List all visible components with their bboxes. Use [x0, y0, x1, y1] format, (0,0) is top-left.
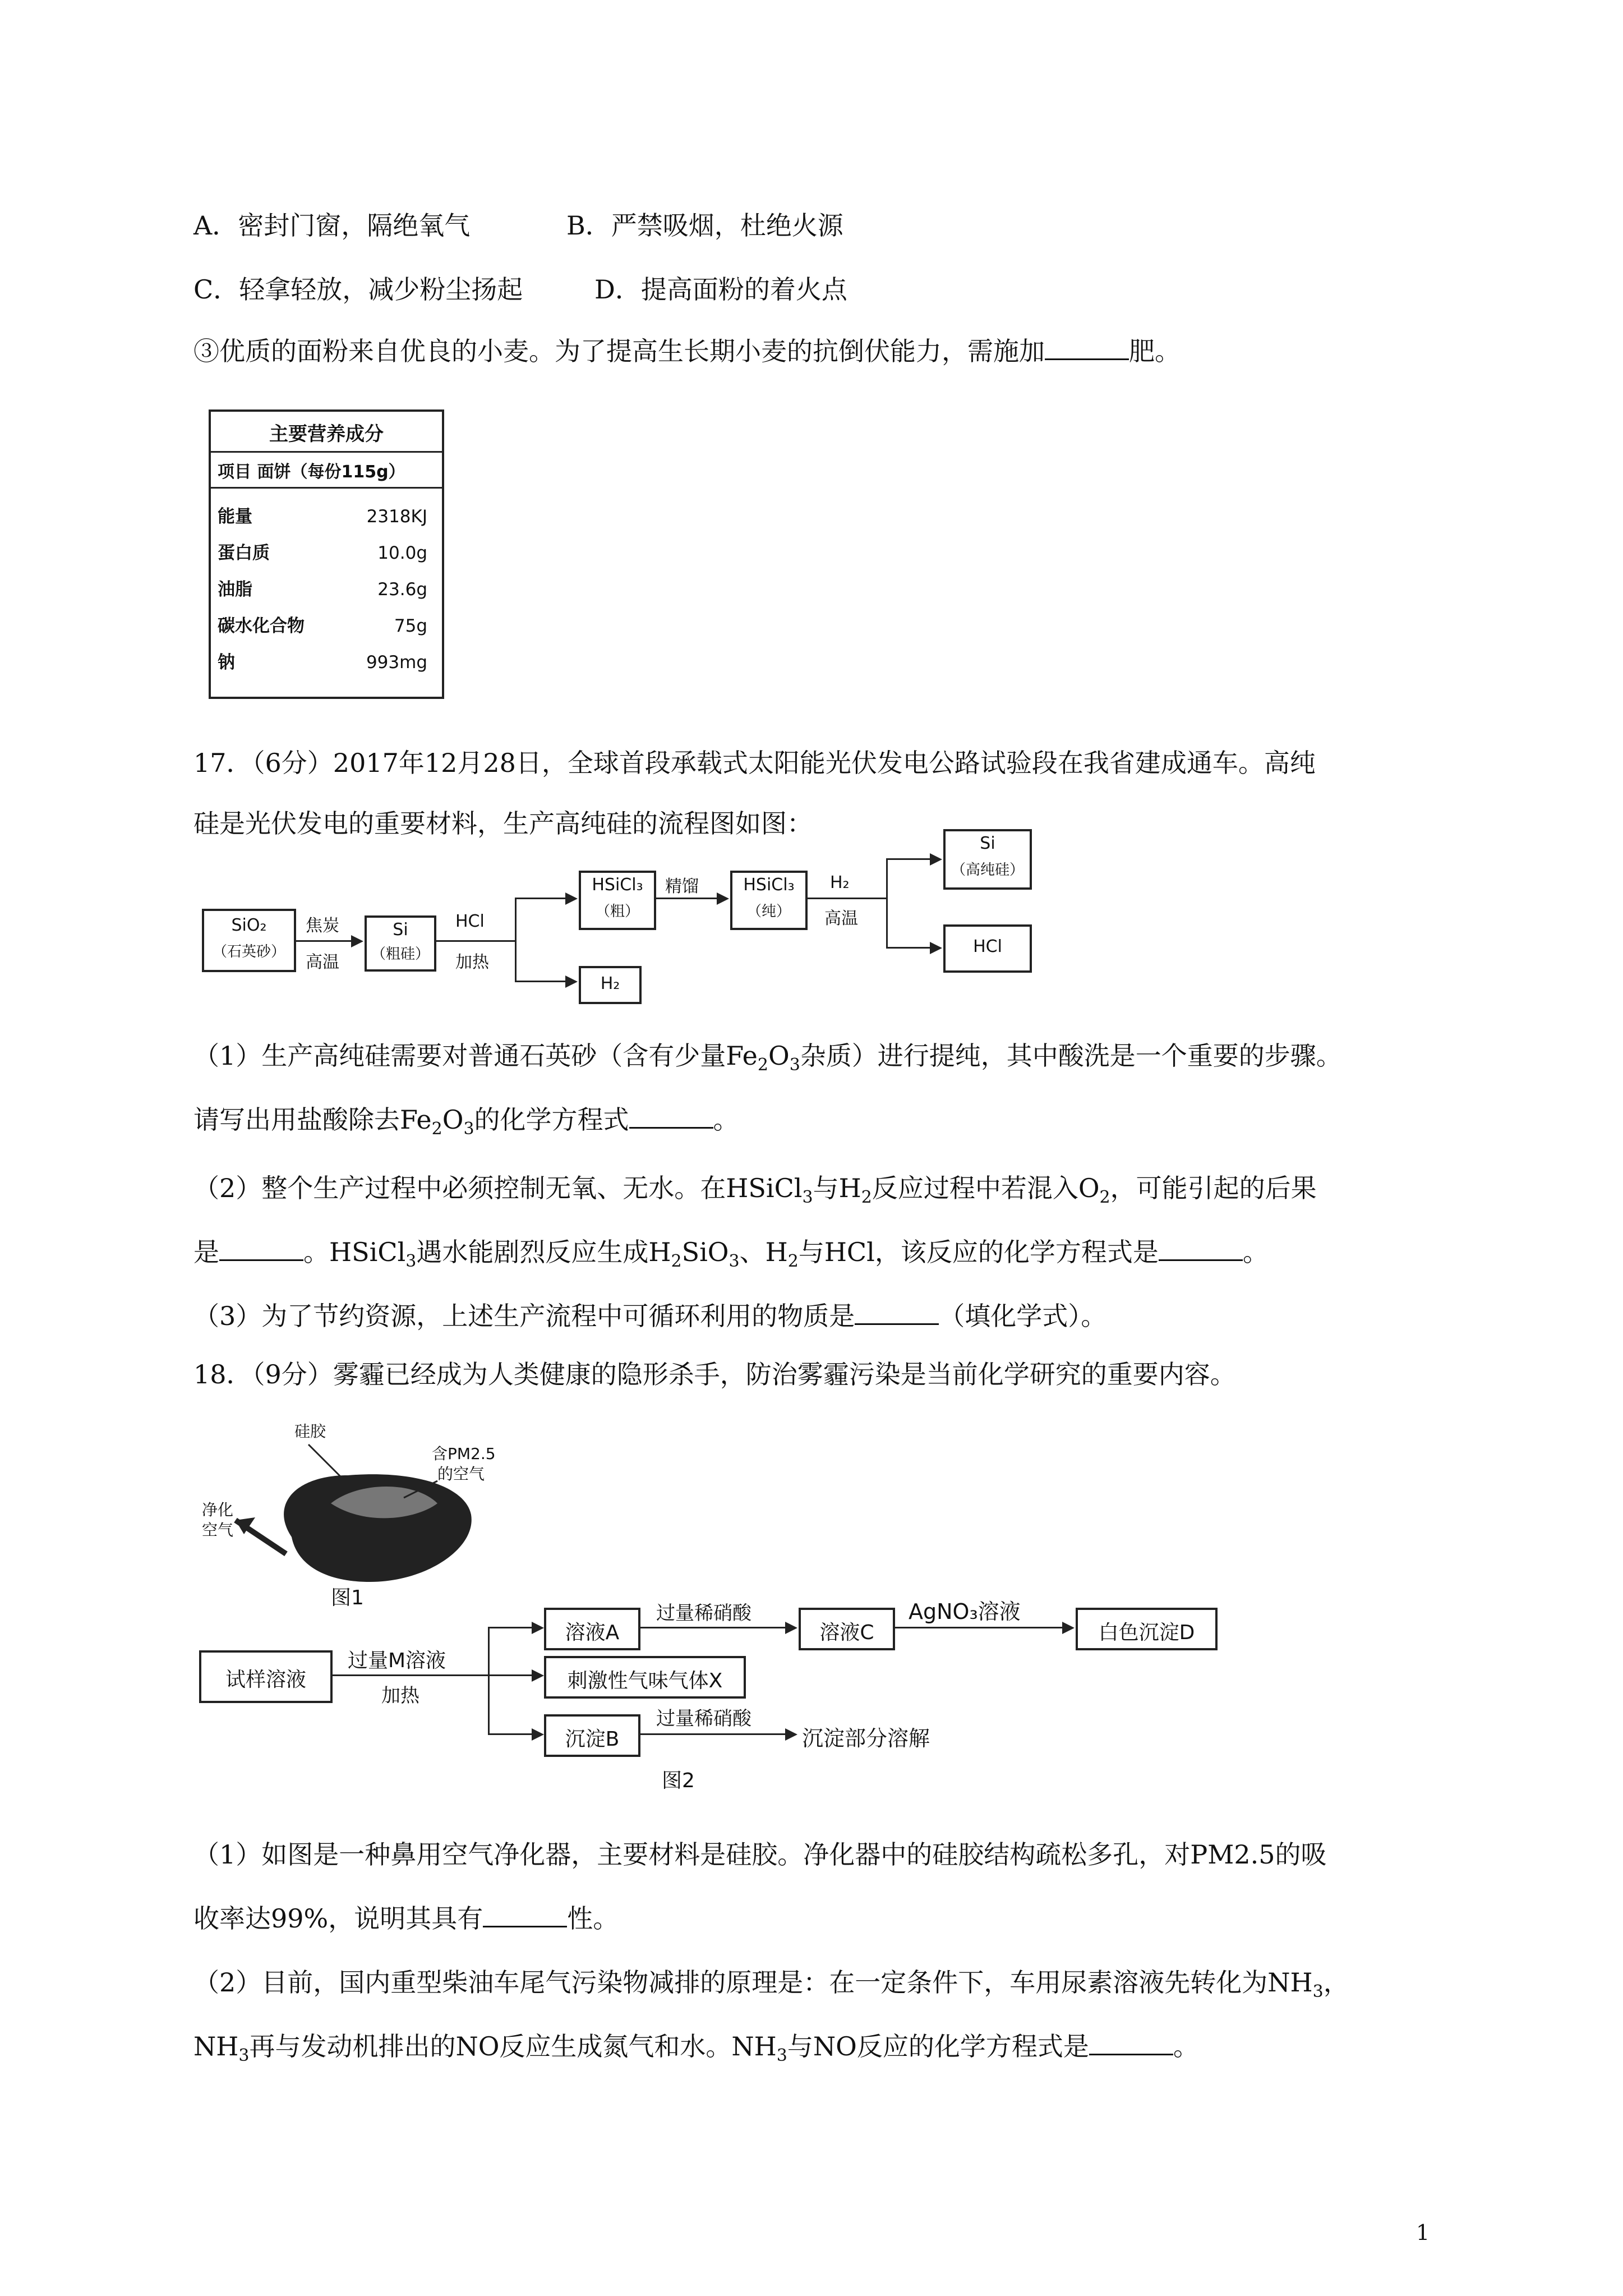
text: 遇水能剧烈反应生成H	[416, 1237, 671, 1267]
box-si-pure-label: Si	[980, 834, 995, 853]
box-hcl-label: HCl	[973, 937, 1002, 956]
box-hsicl3-pure-sub: （纯）	[746, 903, 791, 920]
fig1-label-clean: 净化	[202, 1501, 234, 1519]
answer-blank[interactable]	[855, 1300, 939, 1325]
page-number: 1	[1416, 2220, 1430, 2245]
nose-filter-image	[202, 1414, 594, 1599]
q17-part2-line1	[193, 1171, 1317, 1214]
text: 与NO反应的化学方程式是	[787, 2031, 1089, 2062]
answer-blank[interactable]	[1159, 1236, 1243, 1261]
q17-part1-line1	[193, 1039, 1342, 1082]
box-precipitate-b-label: 沉淀B	[565, 1728, 620, 1751]
text: 与H	[813, 1173, 861, 1203]
box-solution-a-label: 溶液A	[565, 1621, 620, 1644]
subscript: 3	[776, 2046, 787, 2065]
q17-part2-line2	[193, 1235, 1269, 1278]
arrow4-bottom-label: 高温	[824, 909, 858, 928]
question-16-3	[193, 334, 1181, 368]
q16-3-text: ③优质的面粉来自优良的小麦。为了提高生长期小麦的抗倒伏能力，需施加	[193, 336, 1045, 366]
q18-part2-line2	[193, 2030, 1199, 2073]
subscript: 3	[789, 1055, 800, 1075]
fig1-caption: 图1	[331, 1586, 364, 1609]
nutrition-row-value: 75g	[394, 616, 427, 636]
box-precipitate-b	[544, 1714, 640, 1757]
nutrition-row-name: 钠	[218, 652, 235, 673]
box-white-precipitate-d	[1076, 1608, 1218, 1650]
text: O	[442, 1105, 464, 1135]
flow2-arrow-bottom: 加热	[381, 1685, 419, 1707]
answer-blank[interactable]	[483, 1902, 567, 1927]
flow2-arrow-c-top: AgNO₃溶液	[909, 1599, 1021, 1624]
nutrition-row-value: 23.6g	[377, 579, 427, 600]
box-hcl	[943, 924, 1032, 973]
subscript: 3	[1312, 1982, 1324, 2001]
arrow3-top-label: 精馏	[665, 877, 699, 896]
box-sample-label: 试样溶液	[225, 1668, 306, 1691]
box-sio2	[202, 909, 296, 972]
text: 。	[1242, 1237, 1269, 1267]
answer-blank[interactable]	[1089, 2030, 1173, 2055]
box-gas-x	[544, 1656, 746, 1699]
text: （3）为了节约资源，上述生产流程中可循环利用的物质是	[193, 1301, 855, 1331]
q17-line2: 硅是光伏发电的重要材料，生产高纯硅的流程图如图：	[193, 808, 813, 839]
text: SiO	[681, 1237, 729, 1267]
fig1-label-pm2: 的空气	[437, 1465, 485, 1483]
nutrition-table	[209, 409, 444, 699]
text: （填化学式）。	[939, 1301, 1107, 1331]
option-a: A．密封门窗，隔绝氧气	[193, 210, 471, 241]
box-sio2-sub: （石英砂）	[212, 944, 285, 960]
flow2-arrow-a-top: 过量稀硝酸	[656, 1602, 751, 1625]
text: 再与发动机排出的NO反应生成氮气和水。NH	[249, 2031, 777, 2062]
q17-part1-line2	[193, 1103, 739, 1146]
box-h2-label: H₂	[600, 974, 620, 993]
nutrition-row-value: 993mg	[366, 652, 427, 673]
text: 的化学方程式	[474, 1105, 629, 1135]
fig1-label-pm: 含PM2.5	[432, 1444, 496, 1463]
nutrition-title: 主要营养成分	[269, 423, 384, 445]
text: 收率达99%，说明其具有	[193, 1903, 483, 1934]
text: ，	[1323, 1967, 1349, 1998]
box-hsicl3-pure-label: HSiCl₃	[743, 875, 795, 895]
text: （2）整个生产过程中必须控制无氧、无水。在HSiCl	[193, 1173, 803, 1203]
subscript: 2	[671, 1251, 682, 1271]
flow2-arrow-b-top: 过量稀硝酸	[656, 1708, 751, 1730]
answer-blank[interactable]	[1045, 335, 1129, 360]
box-hsicl3-crude	[579, 871, 656, 930]
flow2-dissolve-label: 沉淀部分溶解	[802, 1726, 930, 1751]
nutrition-row-name: 碳水化合物	[218, 616, 305, 636]
subscript: 3	[238, 2046, 250, 2065]
subscript: 2	[757, 1055, 768, 1075]
option-b: B．严禁吸烟，杜绝火源	[566, 210, 843, 241]
nutrition-row-name: 油脂	[218, 579, 252, 600]
arrow2-top-label: HCl	[455, 912, 485, 931]
fig2-caption: 图2	[662, 1769, 695, 1792]
fig1-label-clean2: 空气	[202, 1521, 234, 1539]
nutrition-row-name: 能量	[218, 507, 252, 527]
box-si-crude	[365, 915, 436, 972]
text: 请写出用盐酸除去Fe	[193, 1105, 432, 1135]
answer-blank[interactable]	[629, 1103, 713, 1129]
arrow1-top-label: 焦炭	[306, 916, 339, 936]
box-sample	[199, 1650, 333, 1703]
subscript: 2	[861, 1188, 872, 1207]
q18-part1-line2	[193, 1902, 619, 1935]
text: 。HSiCl	[303, 1237, 406, 1267]
option-d: D．提高面粉的着火点	[594, 274, 847, 305]
box-si-pure-sub: （高纯硅）	[951, 862, 1024, 878]
subscript: 3	[802, 1188, 813, 1207]
box-hsicl3-pure	[730, 871, 808, 930]
figure-1	[202, 1414, 594, 1638]
text: 杂质）进行提纯，其中酸洗是一个重要的步骤。	[800, 1041, 1342, 1071]
text: 。	[713, 1105, 739, 1135]
text: 反应过程中若混入O	[872, 1173, 1100, 1203]
box-white-precipitate-d-label: 白色沉淀D	[1098, 1621, 1195, 1644]
q18-part2-line1	[193, 1966, 1349, 2009]
box-si-label: Si	[393, 920, 408, 940]
text: ，可能引起的后果	[1110, 1173, 1317, 1203]
subscript: 2	[787, 1251, 799, 1271]
text: O	[768, 1041, 790, 1071]
box-h2	[579, 966, 642, 1004]
subscript: 2	[1099, 1188, 1110, 1207]
text: 性。	[567, 1903, 619, 1934]
box-si-pure	[943, 829, 1032, 890]
arrow4-top-label: H₂	[830, 873, 850, 892]
box-hsicl3-crude-label: HSiCl₃	[592, 875, 643, 895]
nutrition-row-value: 2318KJ	[366, 507, 427, 527]
text: 、H	[739, 1237, 788, 1267]
box-gas-x-label: 刺激性气味气体X	[567, 1669, 723, 1692]
arrow2-bottom-label: 加热	[455, 953, 489, 972]
subscript: 3	[728, 1251, 740, 1271]
box-sio2-label: SiO₂	[231, 915, 267, 935]
q16-3-suffix: 肥。	[1129, 336, 1181, 366]
subscript: 2	[431, 1119, 442, 1139]
text: 是	[193, 1237, 219, 1267]
text: NH	[193, 2031, 239, 2062]
flow2-arrow-top: 过量M溶液	[348, 1649, 446, 1672]
answer-blank[interactable]	[219, 1236, 303, 1261]
nutrition-row-name: 蛋白质	[218, 543, 270, 563]
arrow1-bottom-label: 高温	[306, 953, 339, 972]
text: （1）生产高纯硅需要对普通石英砂（含有少量Fe	[193, 1041, 758, 1071]
text: （2）目前，国内重型柴油车尾气污染物减排的原理是：在一定条件下，车用尿素溶液先转化为NH	[193, 1967, 1313, 1998]
q18-line1: 18．（9分）雾霾已经成为人类健康的隐形杀手，防治雾霾污染是当前化学研究的重要内容。	[193, 1359, 1236, 1389]
q17-line1: 17．（6分）2017年12月28日，全球首段承载式太阳能光伏发电公路试验段在我省建成通车。高纯	[193, 748, 1316, 778]
text: 。	[1173, 2031, 1199, 2062]
nutrition-row-value: 10.0g	[377, 543, 427, 563]
text: 与HCl，该反应的化学方程式是	[798, 1237, 1159, 1267]
nutrition-header: 项目 面饼（每份115g）	[218, 462, 405, 482]
option-c: C．轻拿轻放，减少粉尘扬起	[193, 274, 523, 305]
box-solution-c	[799, 1608, 895, 1650]
subscript: 3	[405, 1251, 417, 1271]
fig1-label-gel: 硅胶	[294, 1422, 326, 1441]
subscript: 3	[463, 1119, 474, 1139]
q18-part1-line1: （1）如图是一种鼻用空气净化器，主要材料是硅胶。净化器中的硅胶结构疏松多孔，对PM2.5的吸	[193, 1839, 1327, 1870]
q17-part3	[193, 1299, 1106, 1333]
box-si-sub: （粗硅）	[371, 946, 430, 963]
box-hsicl3-crude-sub: （粗）	[595, 903, 639, 920]
box-solution-c-label: 溶液C	[819, 1621, 874, 1644]
